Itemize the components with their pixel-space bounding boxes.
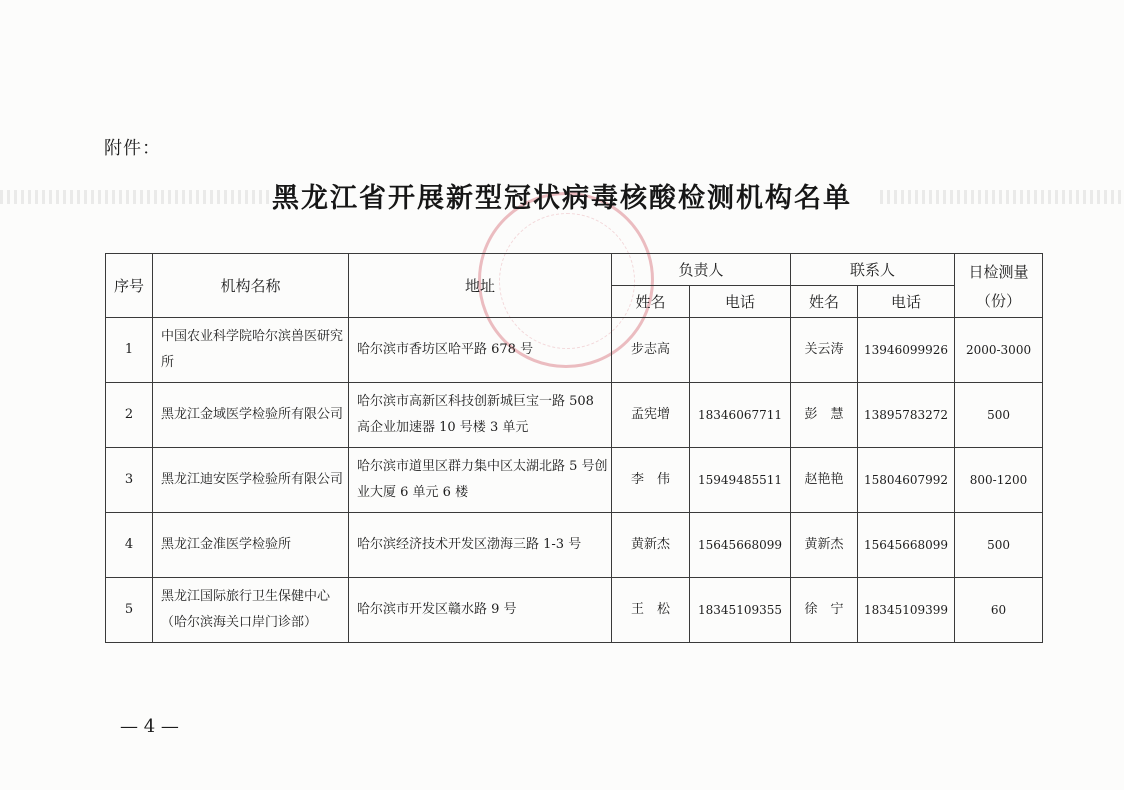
row-address: 哈尔滨市道里区群力集中区太湖北路 5 号创业大厦 6 单元 6 楼 (349, 448, 612, 513)
row-principal-name: 王 松 (612, 578, 690, 643)
row-org: 中国农业科学院哈尔滨兽医研究所 (153, 318, 349, 383)
row-contact-phone: 15804607992 (858, 448, 955, 513)
col-capacity-header (955, 254, 1043, 318)
row-principal-name: 黄新杰 (612, 513, 690, 578)
row-capacity: 60 (955, 578, 1043, 643)
row-address: 哈尔滨经济技术开发区渤海三路 1-3 号 (349, 513, 612, 578)
row-org: 黑龙江迪安医学检验所有限公司 (153, 448, 349, 513)
page-title: 黑龙江省开展新型冠状病毒核酸检测机构名单 (272, 183, 852, 214)
row-capacity: 800-1200 (955, 448, 1043, 513)
capacity-header-label: 日检测量 (968, 262, 1029, 281)
col-org-header: 机构名称 (153, 254, 349, 318)
table-row (106, 318, 1043, 383)
table-row (106, 513, 1043, 578)
row-principal-phone: 18345109355 (690, 578, 791, 643)
contact-phone-header: 电话 (858, 286, 955, 318)
capacity-header-unit: （份） (976, 291, 1022, 310)
row-contact-name: 赵艳艳 (791, 448, 858, 513)
row-address: 哈尔滨市开发区赣水路 9 号 (349, 578, 612, 643)
row-index: 4 (106, 513, 153, 578)
row-contact-phone: 18345109399 (858, 578, 955, 643)
col-contact-header: 联系人 (791, 254, 955, 286)
row-principal-phone: 15949485511 (690, 448, 791, 513)
principal-phone-header: 电话 (690, 286, 791, 318)
row-principal-phone: 15645668099 (690, 513, 791, 578)
row-org: 黑龙江金域医学检验所有限公司 (153, 383, 349, 448)
row-org: 黑龙江金准医学检验所 (153, 513, 349, 578)
row-index: 1 (106, 318, 153, 383)
row-contact-phone: 13946099926 (858, 318, 955, 383)
table-row (106, 448, 1043, 513)
contact-name-header: 姓名 (791, 286, 858, 318)
col-principal-header: 负责人 (612, 254, 791, 286)
row-principal-phone: 18346067711 (690, 383, 791, 448)
row-address: 哈尔滨市高新区科技创新城巨宝一路 508 高企业加速器 10 号楼 3 单元 (349, 383, 612, 448)
row-capacity: 2000-3000 (955, 318, 1043, 383)
row-contact-name: 黄新杰 (791, 513, 858, 578)
row-contact-name: 彭 慧 (791, 383, 858, 448)
table-row (106, 578, 1043, 643)
row-principal-name: 孟宪增 (612, 383, 690, 448)
col-address-header: 地址 (349, 254, 612, 318)
row-principal-name: 步志高 (612, 318, 690, 383)
table-header-row (106, 254, 1043, 286)
row-contact-phone: 15645668099 (858, 513, 955, 578)
page-number: — 4 — (120, 716, 179, 737)
row-capacity: 500 (955, 513, 1043, 578)
row-principal-phone (690, 318, 791, 383)
row-contact-phone: 13895783272 (858, 383, 955, 448)
institution-table (105, 253, 1043, 643)
row-index: 5 (106, 578, 153, 643)
col-index-header: 序号 (106, 254, 153, 318)
row-index: 3 (106, 448, 153, 513)
row-address: 哈尔滨市香坊区哈平路 678 号 (349, 318, 612, 383)
row-capacity: 500 (955, 383, 1043, 448)
row-contact-name: 徐 宁 (791, 578, 858, 643)
row-org: 黑龙江国际旅行卫生保健中心（哈尔滨海关口岸门诊部） (153, 578, 349, 643)
row-index: 2 (106, 383, 153, 448)
table-row (106, 383, 1043, 448)
row-principal-name: 李 伟 (612, 448, 690, 513)
row-contact-name: 关云涛 (791, 318, 858, 383)
principal-name-header: 姓名 (612, 286, 690, 318)
attachment-label: 附件： (104, 138, 161, 159)
